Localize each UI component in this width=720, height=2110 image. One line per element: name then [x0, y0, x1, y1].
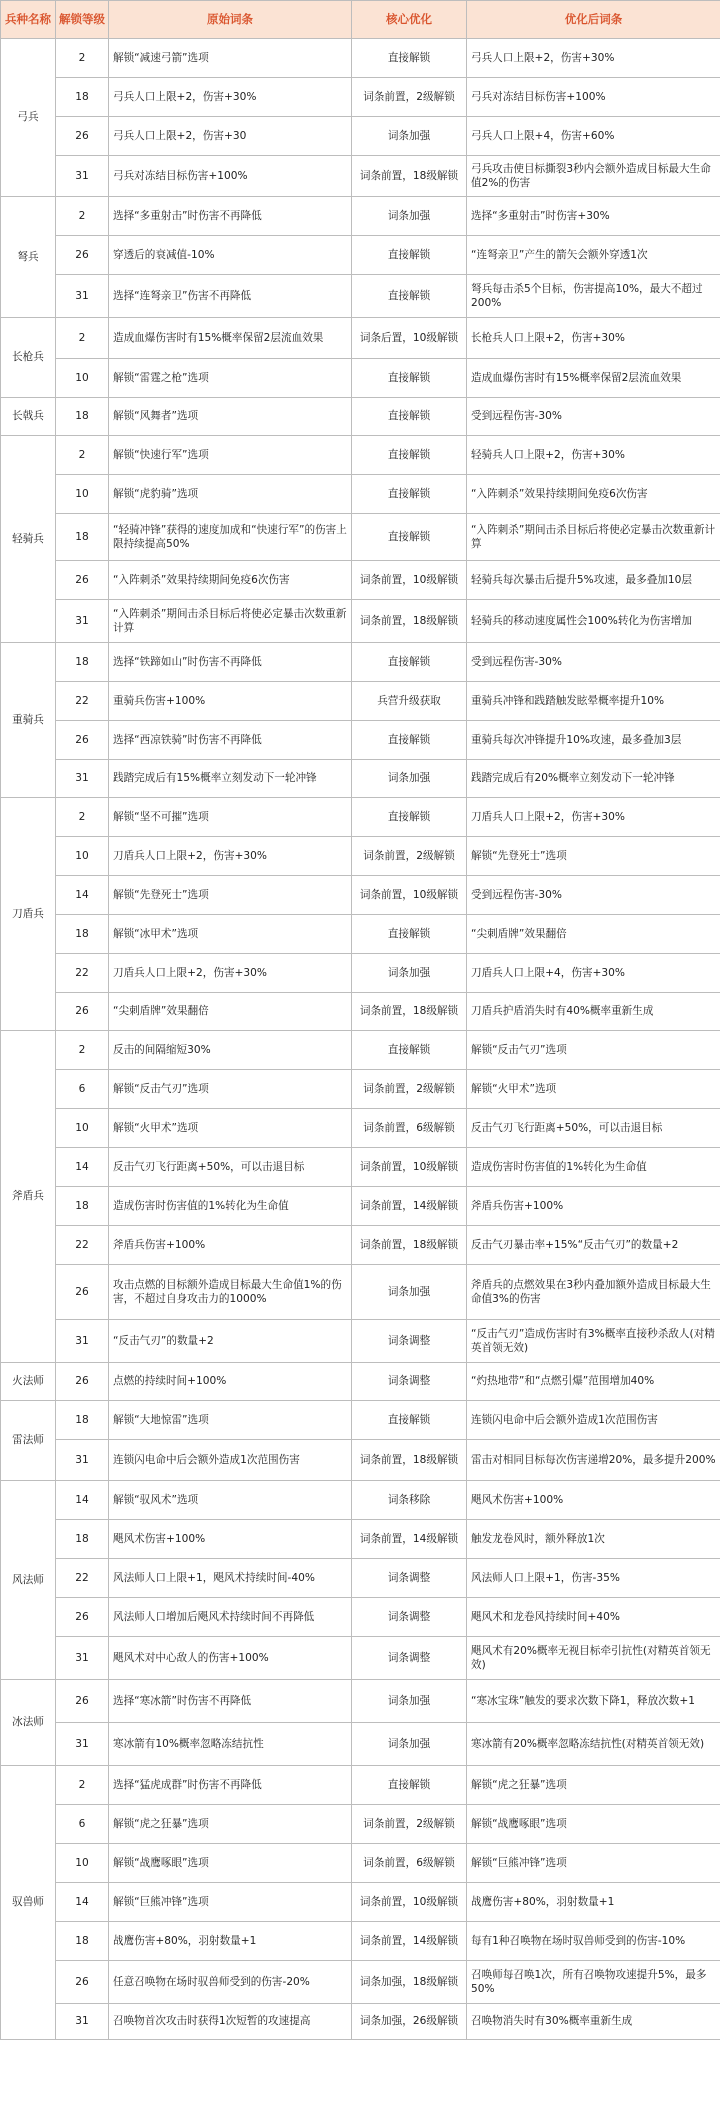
core-cell: 兵营升级获取	[352, 682, 467, 721]
level-cell: 31	[56, 1320, 109, 1363]
core-cell: 直接解锁	[352, 643, 467, 682]
original-cell: 风法师人口增加后飓风术持续时间不再降低	[109, 1598, 352, 1637]
original-cell: 解锁“反击气刃”选项	[109, 1070, 352, 1109]
original-cell: 反击的间隔缩短30%	[109, 1031, 352, 1070]
optimized-cell: 风法师人口上限+1，伤害-35%	[467, 1559, 720, 1598]
level-cell: 26	[56, 1363, 109, 1401]
header-row	[1, 1, 720, 39]
original-cell: 造成血爆伤害时有15%概率保留2层流血效果	[109, 318, 352, 359]
unit-name: 冰法师	[1, 1680, 56, 1766]
level-cell: 22	[56, 1226, 109, 1265]
level-cell: 14	[56, 1883, 109, 1922]
optimized-cell: 寒冰箭有20%概率忽略冻结抗性(对精英首领无效)	[467, 1723, 720, 1766]
level-cell: 10	[56, 1109, 109, 1148]
original-cell: 点燃的持续时间+100%	[109, 1363, 352, 1401]
original-cell: 选择“西凉铁骑”时伤害不再降低	[109, 721, 352, 760]
core-cell: 词条前置，18级解锁	[352, 600, 467, 643]
optimized-cell: “寒冰宝珠”触发的要求次数下降1，释放次数+1	[467, 1680, 720, 1723]
unit-name: 斧盾兵	[1, 1031, 56, 1363]
original-cell: 践踏完成后有15%概率立刻发动下一轮冲锋	[109, 760, 352, 798]
optimized-cell: 受到远程伤害-30%	[467, 643, 720, 682]
original-cell: 斧盾兵伤害+100%	[109, 1226, 352, 1265]
table-row	[1, 643, 720, 682]
original-cell: 重骑兵伤害+100%	[109, 682, 352, 721]
core-cell: 词条前置，14级解锁	[352, 1187, 467, 1226]
original-cell: 选择“寒冰箭”时伤害不再降低	[109, 1680, 352, 1723]
optimized-cell: 造成血爆伤害时有15%概率保留2层流血效果	[467, 359, 720, 398]
core-cell: 直接解锁	[352, 39, 467, 78]
original-cell: 解锁“快速行军”选项	[109, 436, 352, 475]
table-row	[1, 359, 720, 398]
table-row	[1, 1401, 720, 1440]
core-cell: 词条调整	[352, 1320, 467, 1363]
optimized-cell: “灼热地带”和“点燃引爆”范围增加40%	[467, 1363, 720, 1401]
table-body	[1, 39, 720, 2040]
unit-name: 弩兵	[1, 197, 56, 318]
level-cell: 2	[56, 1766, 109, 1805]
table-row	[1, 475, 720, 514]
core-cell: 直接解锁	[352, 1401, 467, 1440]
header-core: 核心优化	[352, 1, 467, 39]
optimized-cell: 斧盾兵伤害+100%	[467, 1187, 720, 1226]
original-cell: 造成伤害时伤害值的1%转化为生命值	[109, 1187, 352, 1226]
table-row	[1, 1598, 720, 1637]
core-cell: 词条前置，2级解锁	[352, 1070, 467, 1109]
table-row	[1, 1031, 720, 1070]
core-cell: 词条前置，6级解锁	[352, 1844, 467, 1883]
table-row	[1, 1070, 720, 1109]
core-cell: 词条后置，10级解锁	[352, 318, 467, 359]
core-cell: 词条前置，18级解锁	[352, 1226, 467, 1265]
header-unit: 兵种名称	[1, 1, 56, 39]
optimized-cell: 解锁“战鹰啄眼”选项	[467, 1805, 720, 1844]
core-cell: 词条前置，10级解锁	[352, 876, 467, 915]
core-cell: 直接解锁	[352, 436, 467, 475]
level-cell: 31	[56, 1440, 109, 1481]
core-cell: 直接解锁	[352, 359, 467, 398]
core-cell: 词条调整	[352, 1637, 467, 1680]
original-cell: 连锁闪电命中后会额外造成1次范围伤害	[109, 1440, 352, 1481]
optimized-cell: 触发龙卷风时，额外释放1次	[467, 1520, 720, 1559]
optimized-cell: 践踏完成后有20%概率立刻发动下一轮冲锋	[467, 760, 720, 798]
level-cell: 26	[56, 1680, 109, 1723]
level-cell: 14	[56, 1148, 109, 1187]
level-cell: 2	[56, 1031, 109, 1070]
original-cell: 解锁“先登死士”选项	[109, 876, 352, 915]
optimized-cell: “连弩亲卫”产生的箭矢会额外穿透1次	[467, 236, 720, 275]
optimized-cell: “尖刺盾牌”效果翻倍	[467, 915, 720, 954]
optimized-cell: 造成伤害时伤害值的1%转化为生命值	[467, 1148, 720, 1187]
level-cell: 26	[56, 236, 109, 275]
core-cell: 直接解锁	[352, 721, 467, 760]
optimized-cell: 飓风术伤害+100%	[467, 1481, 720, 1520]
optimized-cell: 弓兵攻击使目标撕裂3秒内会额外造成目标最大生命值2%的伤害	[467, 156, 720, 197]
level-cell: 26	[56, 1598, 109, 1637]
level-cell: 10	[56, 475, 109, 514]
table-row	[1, 39, 720, 78]
table-row	[1, 1723, 720, 1766]
table-row	[1, 1805, 720, 1844]
optimized-cell: 轻骑兵人口上限+2，伤害+30%	[467, 436, 720, 475]
unit-name: 雷法师	[1, 1401, 56, 1481]
optimized-cell: 长枪兵人口上限+2，伤害+30%	[467, 318, 720, 359]
original-cell: 解锁“大地惊雷”选项	[109, 1401, 352, 1440]
level-cell: 22	[56, 954, 109, 993]
core-cell: 直接解锁	[352, 475, 467, 514]
core-cell: 词条前置，18级解锁	[352, 156, 467, 197]
table-row	[1, 993, 720, 1031]
core-cell: 词条前置，10级解锁	[352, 1883, 467, 1922]
table-row	[1, 117, 720, 156]
optimized-cell: “反击气刃”造成伤害时有3%概率直接秒杀敌人(对精英首领无效)	[467, 1320, 720, 1363]
table-row	[1, 837, 720, 876]
level-cell: 14	[56, 876, 109, 915]
unit-name: 弓兵	[1, 39, 56, 197]
level-cell: 2	[56, 318, 109, 359]
core-cell: 词条前置，10级解锁	[352, 1148, 467, 1187]
original-cell: 选择“猛虎成群”时伤害不再降低	[109, 1766, 352, 1805]
level-cell: 31	[56, 760, 109, 798]
core-cell: 词条前置，2级解锁	[352, 837, 467, 876]
level-cell: 26	[56, 993, 109, 1031]
original-cell: 解锁“冰甲术”选项	[109, 915, 352, 954]
optimized-cell: 雷击对相同目标每次伤害递增20%，最多提升200%	[467, 1440, 720, 1481]
level-cell: 26	[56, 561, 109, 600]
original-cell: 解锁“虎豹骑”选项	[109, 475, 352, 514]
table-row	[1, 1363, 720, 1401]
optimized-cell: 轻骑兵的移动速度属性会100%转化为伤害增加	[467, 600, 720, 643]
optimized-cell: 每有1种召唤物在场时驭兽师受到的伤害-10%	[467, 1922, 720, 1961]
core-cell: 直接解锁	[352, 514, 467, 561]
level-cell: 18	[56, 514, 109, 561]
original-cell: 弓兵人口上限+2，伤害+30%	[109, 78, 352, 117]
table-row	[1, 600, 720, 643]
table-row	[1, 954, 720, 993]
original-cell: 解锁“雷霆之枪”选项	[109, 359, 352, 398]
table-row	[1, 760, 720, 798]
unit-name: 风法师	[1, 1481, 56, 1680]
level-cell: 10	[56, 837, 109, 876]
original-cell: “入阵刺杀”期间击杀目标后将使必定暴击次数重新计算	[109, 600, 352, 643]
optimized-cell: 弓兵人口上限+2，伤害+30%	[467, 39, 720, 78]
level-cell: 22	[56, 1559, 109, 1598]
unit-name: 轻骑兵	[1, 436, 56, 643]
optimized-cell: “入阵刺杀”期间击杀目标后将使必定暴击次数重新计算	[467, 514, 720, 561]
table-row	[1, 1187, 720, 1226]
core-cell: 词条调整	[352, 1559, 467, 1598]
original-cell: 任意召唤物在场时驭兽师受到的伤害-20%	[109, 1961, 352, 2004]
core-cell: 词条前置，2级解锁	[352, 1805, 467, 1844]
original-cell: 寒冰箭有10%概率忽略冻结抗性	[109, 1723, 352, 1766]
table-row	[1, 197, 720, 236]
level-cell: 31	[56, 275, 109, 318]
level-cell: 2	[56, 197, 109, 236]
original-cell: 穿透后的衰减值-10%	[109, 236, 352, 275]
level-cell: 31	[56, 2004, 109, 2040]
core-cell: 词条前置，14级解锁	[352, 1922, 467, 1961]
optimized-cell: 反击气刃暴击率+15%“反击气刃”的数量+2	[467, 1226, 720, 1265]
original-cell: 解锁“战鹰啄眼”选项	[109, 1844, 352, 1883]
table-row	[1, 514, 720, 561]
table-row	[1, 1481, 720, 1520]
level-cell: 18	[56, 1922, 109, 1961]
level-cell: 26	[56, 1961, 109, 2004]
optimized-cell: 选择“多重射击”时伤害+30%	[467, 197, 720, 236]
unit-name: 刀盾兵	[1, 798, 56, 1031]
unit-name: 驭兽师	[1, 1766, 56, 2040]
table-row	[1, 275, 720, 318]
optimized-cell: 飓风术和龙卷风持续时间+40%	[467, 1598, 720, 1637]
table-row	[1, 1559, 720, 1598]
optimized-cell: 重骑兵每次冲锋提升10%攻速，最多叠加3层	[467, 721, 720, 760]
table-row	[1, 682, 720, 721]
original-cell: 解锁“巨熊冲锋”选项	[109, 1883, 352, 1922]
table-row	[1, 1520, 720, 1559]
core-cell: 直接解锁	[352, 236, 467, 275]
core-cell: 词条加强	[352, 1680, 467, 1723]
optimized-cell: 解锁“反击气刃”选项	[467, 1031, 720, 1070]
core-cell: 词条调整	[352, 1363, 467, 1401]
level-cell: 31	[56, 600, 109, 643]
unit-name: 长戟兵	[1, 398, 56, 436]
level-cell: 2	[56, 798, 109, 837]
optimized-cell: 重骑兵冲锋和践踏触发眩晕概率提升10%	[467, 682, 720, 721]
optimized-cell: 刀盾兵人口上限+2，伤害+30%	[467, 798, 720, 837]
table-row	[1, 1680, 720, 1723]
level-cell: 14	[56, 1481, 109, 1520]
optimized-cell: 刀盾兵护盾消失时有40%概率重新生成	[467, 993, 720, 1031]
optimized-cell: 斧盾兵的点燃效果在3秒内叠加额外造成目标最大生命值3%的伤害	[467, 1265, 720, 1320]
table-row	[1, 561, 720, 600]
core-cell: 词条前置，14级解锁	[352, 1520, 467, 1559]
original-cell: 解锁“火甲术”选项	[109, 1109, 352, 1148]
optimized-cell: 战鹰伤害+80%，羽射数量+1	[467, 1883, 720, 1922]
optimized-cell: 解锁“巨熊冲锋”选项	[467, 1844, 720, 1883]
original-cell: 弓兵人口上限+2，伤害+30	[109, 117, 352, 156]
level-cell: 26	[56, 1265, 109, 1320]
table-row	[1, 798, 720, 837]
header-level: 解锁等级	[56, 1, 109, 39]
core-cell: 直接解锁	[352, 275, 467, 318]
level-cell: 31	[56, 1723, 109, 1766]
core-cell: 词条加强	[352, 760, 467, 798]
level-cell: 18	[56, 398, 109, 436]
optimized-cell: 反击气刃飞行距离+50%，可以击退目标	[467, 1109, 720, 1148]
unit-name: 长枪兵	[1, 318, 56, 398]
core-cell: 词条加强	[352, 1265, 467, 1320]
optimized-cell: 受到远程伤害-30%	[467, 398, 720, 436]
table-row	[1, 1226, 720, 1265]
optimized-cell: 解锁“虎之狂暴”选项	[467, 1766, 720, 1805]
core-cell: 词条加强	[352, 117, 467, 156]
level-cell: 18	[56, 915, 109, 954]
table-row	[1, 236, 720, 275]
optimized-cell: 受到远程伤害-30%	[467, 876, 720, 915]
original-cell: 飓风术伤害+100%	[109, 1520, 352, 1559]
core-cell: 词条前置，18级解锁	[352, 993, 467, 1031]
level-cell: 31	[56, 156, 109, 197]
table-row	[1, 1440, 720, 1481]
unit-name: 火法师	[1, 1363, 56, 1401]
original-cell: 解锁“坚不可摧”选项	[109, 798, 352, 837]
original-cell: 解锁“风舞者”选项	[109, 398, 352, 436]
table-row	[1, 1637, 720, 1680]
table-row	[1, 1844, 720, 1883]
original-cell: 刀盾兵人口上限+2，伤害+30%	[109, 954, 352, 993]
header-optimized: 优化后词条	[467, 1, 720, 39]
optimized-cell: 飓风术有20%概率无视目标牵引抗性(对精英首领无效)	[467, 1637, 720, 1680]
original-cell: 解锁“驭风术”选项	[109, 1481, 352, 1520]
original-cell: 选择“铁蹄如山”时伤害不再降低	[109, 643, 352, 682]
table-row	[1, 721, 720, 760]
level-cell: 2	[56, 436, 109, 475]
original-cell: 弓兵对冻结目标伤害+100%	[109, 156, 352, 197]
core-cell: 词条加强，26级解锁	[352, 2004, 467, 2040]
level-cell: 18	[56, 78, 109, 117]
core-cell: 词条前置，6级解锁	[352, 1109, 467, 1148]
table-row	[1, 1265, 720, 1320]
core-cell: 直接解锁	[352, 1766, 467, 1805]
original-cell: 召唤物首次攻击时获得1次短暂的攻速提高	[109, 2004, 352, 2040]
optimized-cell: 弓兵对冻结目标伤害+100%	[467, 78, 720, 117]
table-row	[1, 876, 720, 915]
header-original: 原始词条	[109, 1, 352, 39]
table-row	[1, 2004, 720, 2040]
optimized-cell: 解锁“火甲术”选项	[467, 1070, 720, 1109]
optimized-cell: 刀盾兵人口上限+4，伤害+30%	[467, 954, 720, 993]
core-cell: 词条移除	[352, 1481, 467, 1520]
optimized-cell: 连锁闪电命中后会额外造成1次范围伤害	[467, 1401, 720, 1440]
table-row	[1, 1320, 720, 1363]
table-row	[1, 915, 720, 954]
core-cell: 词条加强	[352, 197, 467, 236]
level-cell: 18	[56, 1520, 109, 1559]
table-row	[1, 1922, 720, 1961]
level-cell: 2	[56, 39, 109, 78]
core-cell: 词条加强	[352, 1723, 467, 1766]
original-cell: 解锁“减速弓箭”选项	[109, 39, 352, 78]
table-row	[1, 1148, 720, 1187]
original-cell: “入阵刺杀”效果持续期间免疫6次伤害	[109, 561, 352, 600]
level-cell: 26	[56, 721, 109, 760]
level-cell: 6	[56, 1070, 109, 1109]
original-cell: “反击气刃”的数量+2	[109, 1320, 352, 1363]
core-cell: 词条调整	[352, 1598, 467, 1637]
original-cell: 解锁“虎之狂暴”选项	[109, 1805, 352, 1844]
table-row	[1, 156, 720, 197]
core-cell: 直接解锁	[352, 798, 467, 837]
level-cell: 26	[56, 117, 109, 156]
original-cell: 战鹰伤害+80%，羽射数量+1	[109, 1922, 352, 1961]
optimized-cell: 轻骑兵每次暴击后提升5%攻速，最多叠加10层	[467, 561, 720, 600]
original-cell: 反击气刃飞行距离+50%，可以击退目标	[109, 1148, 352, 1187]
optimized-cell: 解锁“先登死士”选项	[467, 837, 720, 876]
level-cell: 6	[56, 1805, 109, 1844]
table-row	[1, 78, 720, 117]
original-cell: “尖刺盾牌”效果翻倍	[109, 993, 352, 1031]
original-cell: “轻骑冲锋”获得的速度加成和“快速行军”的伤害上限持续提高50%	[109, 514, 352, 561]
optimized-cell: 召唤物消失时有30%概率重新生成	[467, 2004, 720, 2040]
core-cell: 直接解锁	[352, 915, 467, 954]
level-cell: 31	[56, 1637, 109, 1680]
core-cell: 直接解锁	[352, 398, 467, 436]
original-cell: 攻击点燃的目标额外造成目标最大生命值1%的伤害，不超过自身攻击力的1000%	[109, 1265, 352, 1320]
table-row	[1, 1961, 720, 2004]
unit-name: 重骑兵	[1, 643, 56, 798]
original-cell: 选择“多重射击”时伤害不再降低	[109, 197, 352, 236]
original-cell: 选择“连弩亲卫”伤害不再降低	[109, 275, 352, 318]
level-cell: 18	[56, 1401, 109, 1440]
level-cell: 18	[56, 1187, 109, 1226]
table-row	[1, 1766, 720, 1805]
optimized-cell: 弩兵每击杀5个目标，伤害提高10%，最大不超过200%	[467, 275, 720, 318]
level-cell: 18	[56, 643, 109, 682]
original-cell: 刀盾兵人口上限+2，伤害+30%	[109, 837, 352, 876]
core-cell: 词条前置，18级解锁	[352, 1440, 467, 1481]
core-cell: 直接解锁	[352, 1031, 467, 1070]
core-cell: 词条前置，2级解锁	[352, 78, 467, 117]
core-cell: 词条加强，18级解锁	[352, 1961, 467, 2004]
table-row	[1, 318, 720, 359]
original-cell: 飓风术对中心敌人的伤害+100%	[109, 1637, 352, 1680]
table-row	[1, 1883, 720, 1922]
optimized-cell: 弓兵人口上限+4，伤害+60%	[467, 117, 720, 156]
level-cell: 10	[56, 359, 109, 398]
table-row	[1, 1109, 720, 1148]
level-cell: 22	[56, 682, 109, 721]
original-cell: 风法师人口上限+1，飓风术持续时间-40%	[109, 1559, 352, 1598]
table-row	[1, 436, 720, 475]
optimized-cell: 召唤师每召唤1次，所有召唤物攻速提升5%，最多50%	[467, 1961, 720, 2004]
level-cell: 10	[56, 1844, 109, 1883]
core-cell: 词条加强	[352, 954, 467, 993]
table-row	[1, 398, 720, 436]
optimized-cell: “入阵刺杀”效果持续期间免疫6次伤害	[467, 475, 720, 514]
core-cell: 词条前置，10级解锁	[352, 561, 467, 600]
